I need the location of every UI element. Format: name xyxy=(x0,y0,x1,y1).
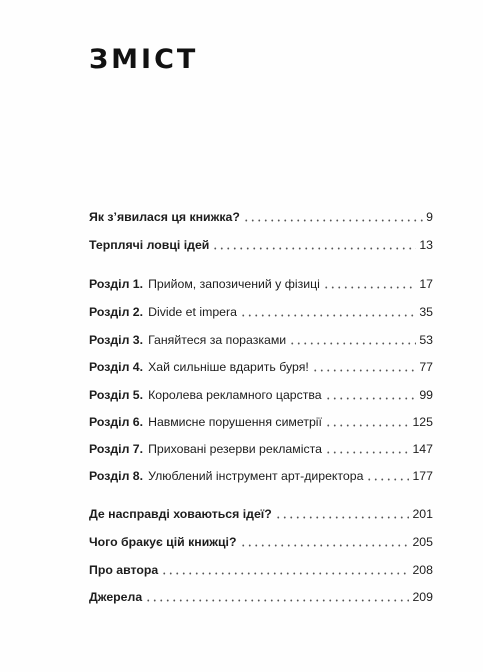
toc-page-number: 177 xyxy=(412,469,433,483)
dot-leader xyxy=(243,219,423,222)
toc-entry-title: Чого бракує цій книжці? xyxy=(89,535,237,549)
dot-leader xyxy=(312,369,417,372)
dot-leader xyxy=(366,478,409,481)
dot-leader xyxy=(325,424,410,427)
toc-page-number: 208 xyxy=(412,563,433,577)
toc-chapter-heading xyxy=(89,360,309,374)
toc-entry-chapter xyxy=(89,384,433,402)
toc-entry-title: Як з’явилася ця книжка? xyxy=(89,210,240,224)
toc-page-number: 99 xyxy=(419,388,433,402)
toc-chapter-heading xyxy=(89,333,286,347)
dot-leader xyxy=(240,544,410,547)
toc-entry-chapter xyxy=(89,356,433,374)
page-title: ЗМІСТ xyxy=(89,44,199,75)
toc-entry-intro xyxy=(89,206,433,224)
toc-chapter-heading xyxy=(89,415,322,429)
toc-chapter-heading xyxy=(89,277,320,291)
chapter-number: Розділ 5. xyxy=(89,388,144,402)
dot-leader xyxy=(325,397,417,400)
toc-page-number: 125 xyxy=(412,415,433,429)
chapter-number: Розділ 1. xyxy=(89,277,144,291)
toc-page-number: 35 xyxy=(419,305,433,319)
dot-leader xyxy=(275,516,410,519)
dot-leader xyxy=(325,451,410,454)
toc-entry-chapter xyxy=(89,438,433,456)
chapter-title: Королева рекламного царства xyxy=(148,388,322,402)
chapter-title: Divide et impera xyxy=(148,305,237,319)
toc-page-number: 17 xyxy=(419,277,433,291)
chapter-title: Улюблений інструмент арт-директора xyxy=(148,469,364,483)
chapter-title: Хай сильніше вдарить буря! xyxy=(148,360,309,374)
toc-chapter-heading xyxy=(89,469,363,483)
dot-leader xyxy=(289,342,416,345)
dot-leader xyxy=(161,572,409,575)
chapter-number: Розділ 7. xyxy=(89,442,144,456)
chapter-title: Ганяйтеся за поразками xyxy=(148,333,287,347)
toc-chapter-heading xyxy=(89,305,237,319)
dot-leader xyxy=(240,314,416,317)
toc-page-number: 205 xyxy=(412,535,433,549)
chapter-number: Розділ 8. xyxy=(89,469,144,483)
chapter-number: Розділ 6. xyxy=(89,415,144,429)
toc-chapter-heading xyxy=(89,442,322,456)
toc-page-number: 209 xyxy=(412,590,433,604)
toc-entry-outro xyxy=(89,559,433,577)
toc-page-number: 9 xyxy=(426,210,433,224)
toc-entry-outro xyxy=(89,503,433,521)
toc-entry-chapter xyxy=(89,301,433,319)
chapter-title: Приховані резерви рекламіста xyxy=(148,442,322,456)
chapter-title: Навмисне порушення симетрії xyxy=(148,415,322,429)
dot-leader xyxy=(145,599,409,602)
toc-entry-chapter xyxy=(89,411,433,429)
toc-entry-outro xyxy=(89,586,433,604)
toc-entry-title: Джерела xyxy=(89,590,143,604)
toc-entry-title: Терплячі ловці ідей xyxy=(89,238,210,252)
chapter-title: Прийом, запозичений у фізиці xyxy=(148,277,320,291)
toc-page-number: 53 xyxy=(419,333,433,347)
toc-page-number: 13 xyxy=(419,238,433,252)
toc-page-number: 147 xyxy=(412,442,433,456)
toc-entry-title: Де насправді ховаються ідеї? xyxy=(89,507,272,521)
toc-entry-intro xyxy=(89,234,433,252)
toc-chapter-heading xyxy=(89,388,322,402)
chapter-number: Розділ 4. xyxy=(89,360,144,374)
chapter-number: Розділ 3. xyxy=(89,333,144,347)
toc-entry-chapter xyxy=(89,273,433,291)
toc-page-number: 201 xyxy=(412,507,433,521)
toc-page-number: 77 xyxy=(419,360,433,374)
toc-entry-outro xyxy=(89,531,433,549)
toc-entry-chapter xyxy=(89,465,433,483)
dot-leader xyxy=(212,247,416,250)
chapter-number: Розділ 2. xyxy=(89,305,144,319)
dot-leader xyxy=(323,286,416,289)
toc-entry-title: Про автора xyxy=(89,563,159,577)
toc-entry-chapter xyxy=(89,329,433,347)
